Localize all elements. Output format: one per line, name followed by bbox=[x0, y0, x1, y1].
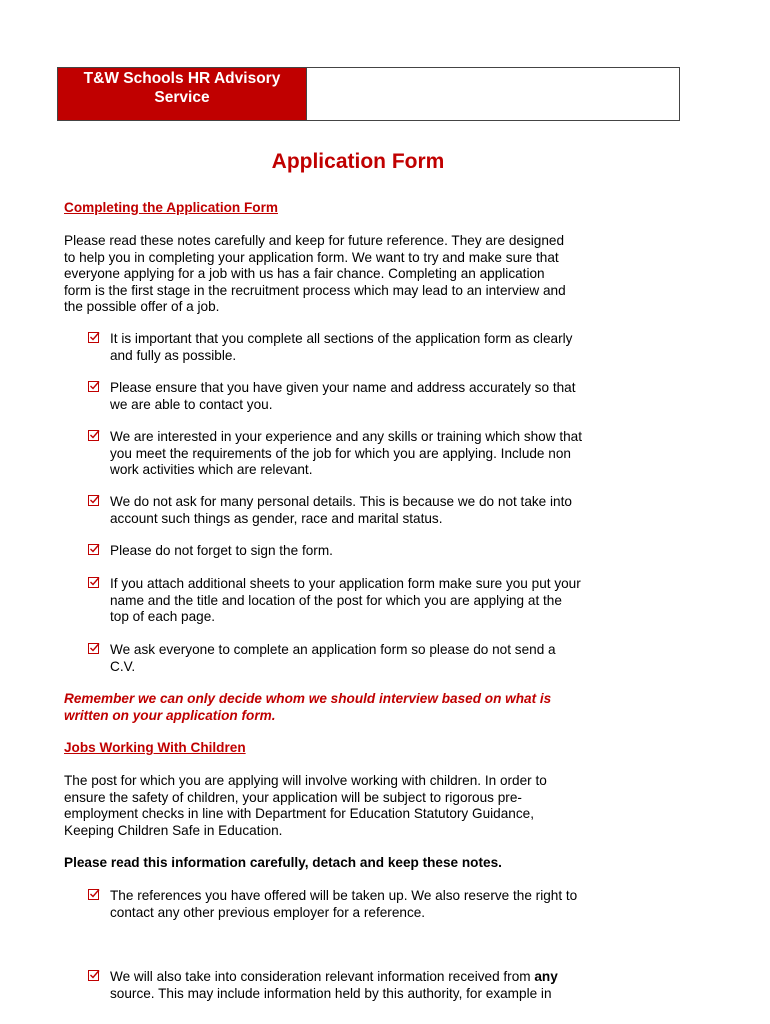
checkbox-checked-icon bbox=[88, 970, 99, 981]
section-heading-completing: Completing the Application Form bbox=[64, 200, 278, 215]
list-item-text-start: We will also take into consideration relevant information received from bbox=[110, 969, 535, 984]
checkbox-checked-icon bbox=[88, 643, 99, 654]
list-item-text: Please ensure that you have given your name and address accurately so that we are able to contact you. bbox=[110, 380, 576, 412]
list-item-text-end: source. This may include information held by this authority, for example in bbox=[110, 985, 552, 1001]
list-item-text: If you attach additional sheets to your application form make sure you put your name and the title and location of the post for which you are applying at the top of each page. bbox=[110, 576, 581, 624]
section-heading-children: Jobs Working With Children bbox=[64, 740, 246, 755]
detach-instruction: Please read this information carefully, detach and keep these notes. bbox=[64, 855, 502, 870]
header-blank-cell bbox=[307, 68, 679, 120]
checkbox-checked-icon bbox=[88, 430, 99, 441]
checkbox-checked-icon bbox=[88, 889, 99, 900]
checkbox-checked-icon bbox=[88, 332, 99, 343]
list-item-text: The references you have offered will be taken up. We also reserve the right to contact any other previous employer for a reference. bbox=[110, 888, 578, 920]
list-item-text: We ask everyone to complete an application form so please do not send a C.V. bbox=[110, 642, 556, 674]
checkbox-checked-icon bbox=[88, 577, 99, 588]
checkbox-checked-icon bbox=[88, 495, 99, 506]
list-item-text: We do not ask for many personal details. This is because we do not take into account such things as gender, race and marital status. bbox=[110, 494, 572, 526]
children-paragraph: The post for which you are applying will involve working with children. In order to ensure the safety of children, your application will be subject to rigorous pre- employment checks in line with Department for Education Statutory Guidance, Keeping Children Safe in Education. bbox=[64, 773, 547, 838]
emphasis-any: any bbox=[534, 969, 558, 984]
list-item-text: We are interested in your experience and any skills or training which show that you meet the requirements of the job for which you are applying. Include non work activities which are relevant. bbox=[110, 429, 582, 477]
list-item-text: It is important that you complete all sections of the application form as clearly and fully as possible. bbox=[110, 331, 573, 363]
organisation-name: T&W Schools HR Advisory Service bbox=[58, 68, 307, 120]
page-title: Application Form bbox=[271, 150, 445, 173]
header-box bbox=[57, 67, 680, 121]
checkbox-checked-icon bbox=[88, 544, 99, 555]
intro-paragraph: Please read these notes carefully and keep for future reference. They are designed to help you in completing your application form. We want to try and make sure that everyone applying for a job with us has a fair chance. Completing an application form is the first stage in the recruitment process which may lead to an interview and the possible offer of a job. bbox=[64, 233, 566, 314]
list-item-text bbox=[110, 969, 670, 1002]
reminder-note: Remember we can only decide whom we should interview based on what is written on your application form. bbox=[64, 691, 552, 723]
list-item-text: Please do not forget to sign the form. bbox=[110, 543, 333, 558]
checkbox-checked-icon bbox=[88, 381, 99, 392]
